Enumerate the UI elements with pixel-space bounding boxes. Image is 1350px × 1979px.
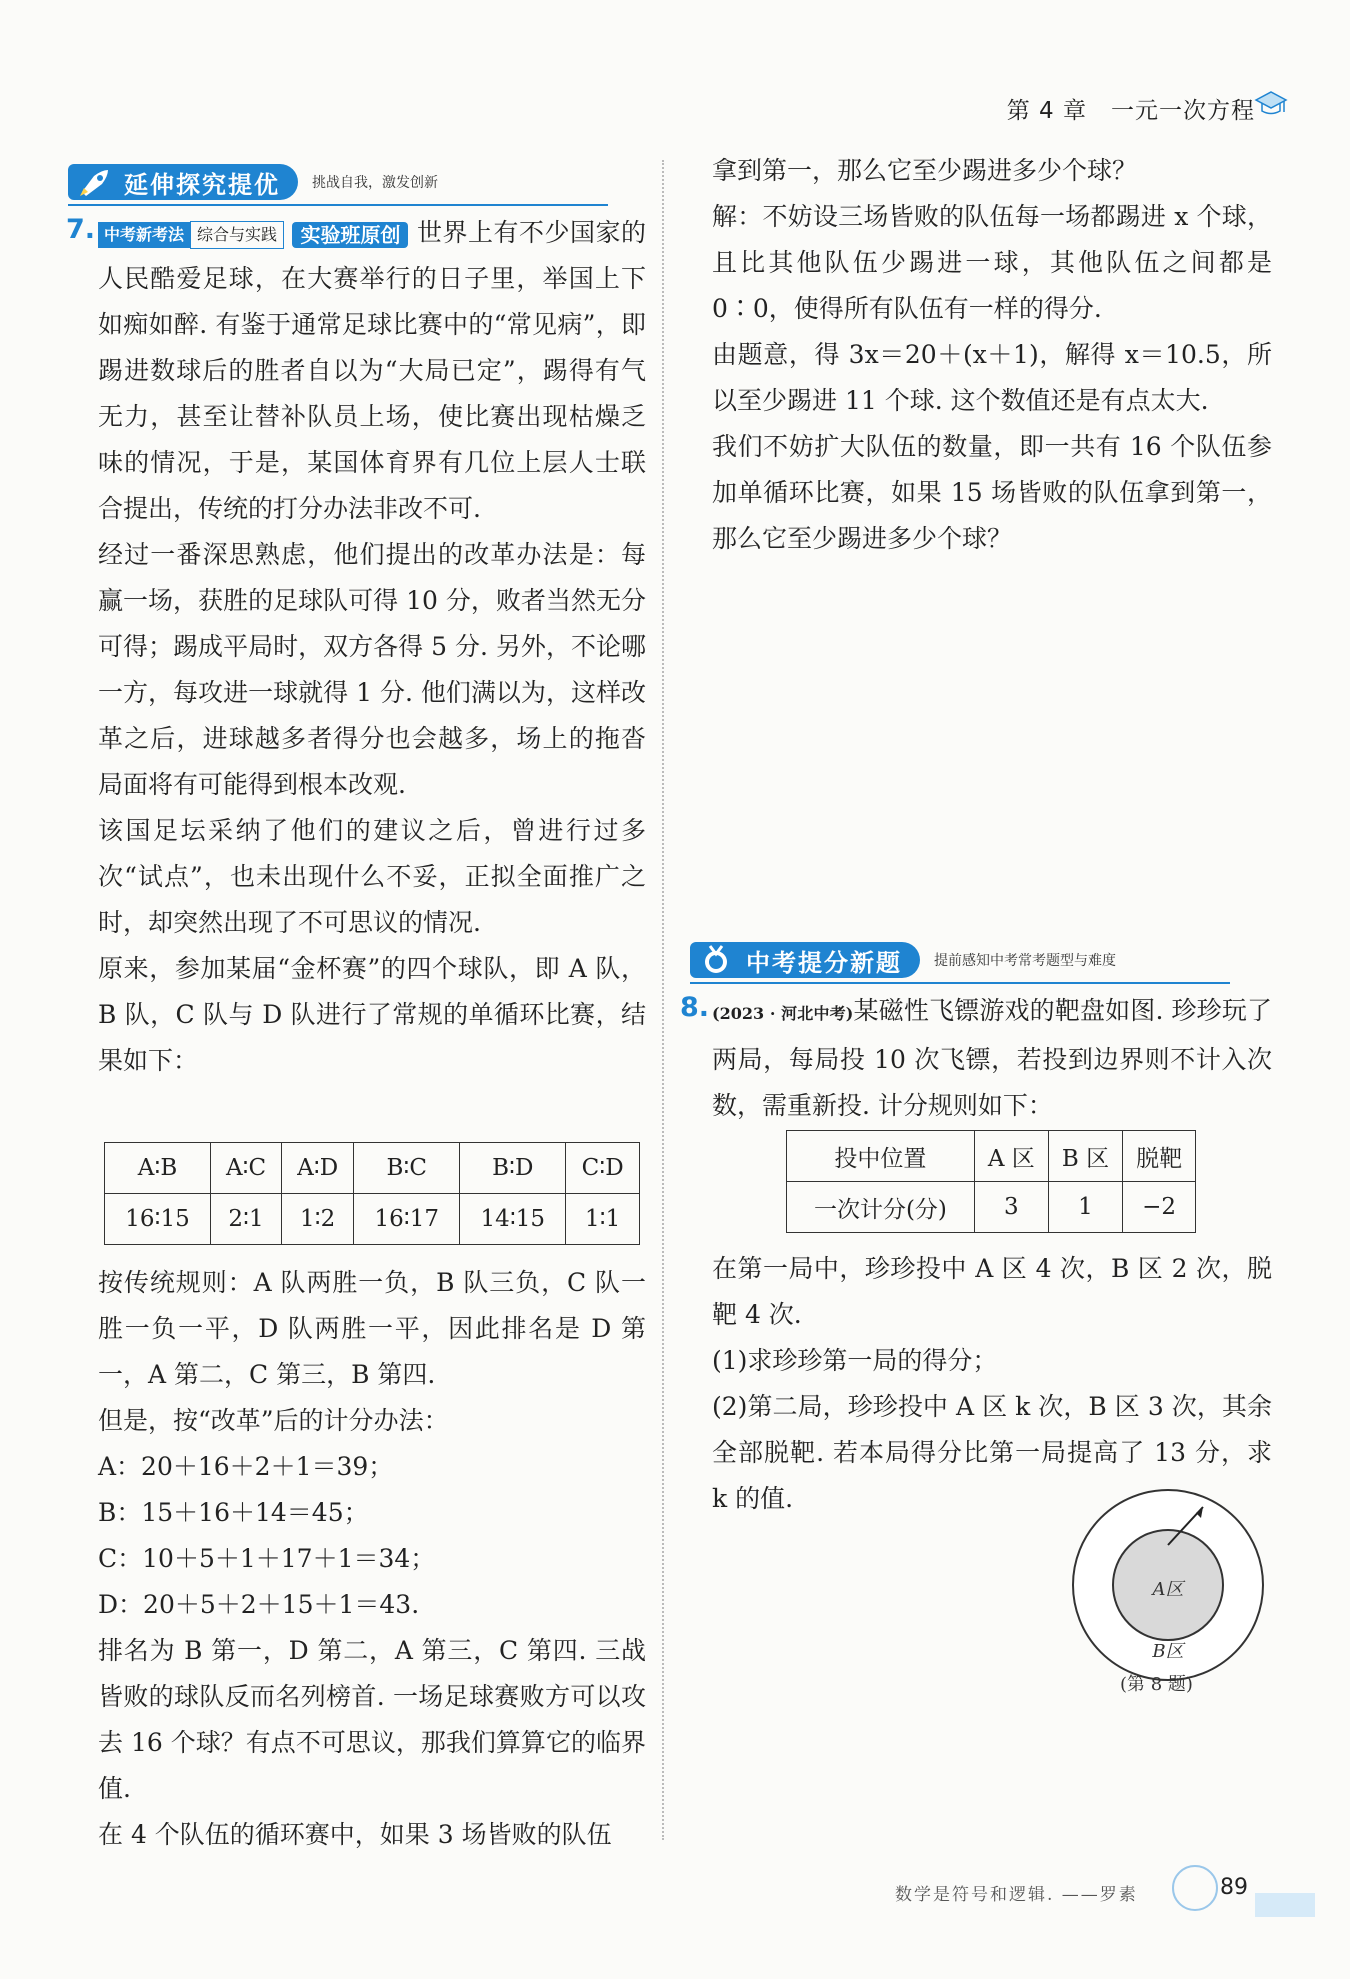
table-cell: B∶D: [460, 1143, 566, 1194]
table-cell: 投中位置: [787, 1131, 975, 1182]
figure-caption: (第 8 题): [1120, 1674, 1193, 1695]
tag-original: 实验班原创: [292, 222, 408, 248]
table-row: [105, 1194, 640, 1245]
banner-subtitle: 挑战自我，激发创新: [312, 175, 438, 191]
question-source: (2023 · 河北中考): [712, 1004, 854, 1023]
table-cell: B∶C: [354, 1143, 460, 1194]
table-cell: 1∶1: [566, 1194, 640, 1245]
question-number: 7.: [66, 214, 96, 245]
rocket-icon: [74, 166, 114, 198]
q7-score-d: D：20＋5＋2＋15＋1＝43.: [98, 1590, 420, 1619]
q7-text: 我们不妨扩大队伍的数量，即一共有 16 个队伍参加单循环比赛，如果 15 场皆败的队伍拿到第一，那么它至少踢进多少个球？: [712, 432, 1272, 553]
q7-score-b: B：15＋16＋14＝45；: [98, 1498, 369, 1527]
table-cell: 2∶1: [211, 1194, 282, 1245]
table-cell: 3: [974, 1182, 1048, 1233]
chapter-title: 第 4 章 一元一次方程: [1006, 98, 1255, 124]
table-cell: C∶D: [566, 1143, 640, 1194]
banner-underline: [68, 204, 608, 206]
table-cell: B 区: [1048, 1131, 1122, 1182]
table-row: [105, 1143, 640, 1194]
banner-title: 中考提分新题: [746, 948, 902, 977]
banner-underline: [690, 982, 1230, 984]
question-number: 8.: [680, 992, 710, 1023]
q7-solution: 由题意，得 3x＝20＋(x＋1)，解得 x＝10.5，所以至少踢进 11 个球. 这个数值还是有点太大.: [712, 340, 1272, 415]
q8-text: 在第一局中，珍珍投中 A 区 4 次，B 区 2 次，脱靶 4 次.: [712, 1254, 1272, 1329]
q7-score-a: A：20＋16＋2＋1＝39；: [98, 1452, 394, 1481]
q7-text: 拿到第一，那么它至少踢进多少个球？: [712, 156, 1138, 185]
medal-icon: [696, 944, 736, 976]
section-banner-exam: [690, 940, 1116, 980]
banner-subtitle: 提前感知中考常考题型与难度: [934, 953, 1116, 969]
table-cell: A 区: [974, 1131, 1048, 1182]
q7-paragraph: 原来，参加某届“金杯赛”的四个球队，即 A 队，B 队，C 队与 D 队进行了常规的单循环比赛，结果如下：: [98, 954, 646, 1075]
table-cell: A∶D: [282, 1143, 354, 1194]
q7-text: 排名为 B 第一，D 第二，A 第三，C 第四. 三战皆败的球队反而名列榜首. 一场足球赛败方可以攻去 16 个球？有点不可思议，那我们算算它的临界值.: [98, 1636, 646, 1803]
q7-paragraph: 经过一番深思熟虑，他们提出的改革办法是：每赢一场，获胜的足球队可得 10 分，败者当然无分可得；踢成平局时，双方各得 5 分. 另外，不论哪一方，每攻进一球就得 1 分. 他们满以为，这样改革之后，进球越多者得分也会越多，场上的拖沓局面将有可能得到根本改观.: [98, 540, 646, 799]
footer-quote: 数学是符号和逻辑. ——罗素: [895, 1885, 1138, 1905]
table-row: [787, 1131, 1196, 1182]
q8-intro: [712, 988, 1272, 1129]
table-cell: 脱靶: [1123, 1131, 1196, 1182]
page-number: 89: [1220, 1875, 1248, 1900]
q7-text: 在 4 个队伍的循环赛中，如果 3 场皆败的队伍: [98, 1820, 612, 1849]
match-results-table: [104, 1142, 640, 1245]
q7-right-column: [712, 148, 1272, 562]
table-cell: 14∶15: [460, 1194, 566, 1245]
column-divider: [662, 160, 664, 1840]
graduation-cap-icon: [1254, 88, 1288, 118]
q7-paragraph: 该国足坛采纳了他们的建议之后，曾进行过多次“试点”，也未出现什么不妥，正拟全面推广之时，却突然出现了不可思议的情况.: [98, 816, 646, 937]
scoring-table: [786, 1130, 1196, 1233]
table-cell: 1∶2: [282, 1194, 354, 1245]
table-cell: 16∶15: [105, 1194, 211, 1245]
q7-text: 按传统规则：A 队两胜一负，B 队三负，C 队一胜一负一平，D 队两胜一平，因此排名是 D 第一，A 第二，C 第三，B 第四.: [98, 1268, 646, 1389]
section-banner-extension: [68, 162, 438, 202]
table-cell: 1: [1048, 1182, 1122, 1233]
q8-text: 某磁性飞镖游戏的靶盘如图. 珍珍玩了两局，每局投 10 次飞镖，若投到边界则不计入次数，需重新投. 计分规则如下：: [712, 996, 1272, 1120]
q7-left-continued: [98, 1260, 646, 1858]
table-row: [787, 1182, 1196, 1233]
banner-title: 延伸探究提优: [124, 170, 280, 199]
table-cell: A∶B: [105, 1143, 211, 1194]
page-bar: [1255, 1893, 1315, 1917]
q7-text: 但是，按“改革”后的计分办法：: [98, 1406, 449, 1435]
table-cell: 16∶17: [354, 1194, 460, 1245]
q8-part-2: (2)第二局，珍珍投中 A 区 k 次，B 区 3 次，其余全部脱靶. 若本局得分比第一局提高了 13 分，求 k 的值.: [712, 1392, 1272, 1513]
q7-score-c: C：10＋5＋1＋17＋1＝34；: [98, 1544, 436, 1573]
zone-b-label: B区: [1152, 1641, 1184, 1662]
q7-solution: 解：不妨设三场皆败的队伍每一场都踢进 x 个球，且比其他队伍少踢进一球，其他队伍之间都是 0∶0，使得所有队伍有一样的得分.: [712, 202, 1272, 323]
tag-new-method: 中考新考法: [98, 222, 190, 248]
q8-part-1: (1)求珍珍第一局的得分；: [712, 1346, 998, 1375]
tag-practice: 综合与实践: [190, 221, 284, 249]
q7-paragraph: 世界上有不少国家的人民酷爱足球，在大赛举行的日子里，举国上下如痴如醉. 有鉴于通常足球比赛中的“常见病”，即踢进数球后的胜者自以为“大局已定”，踢得有气无力，甚至让替补队员上场，使比赛出现枯燥乏味的情况，于是，某国体育界有几位上层人士联合提出，传统的打分办法非改不可.: [98, 218, 646, 523]
table-cell: 一次计分(分): [787, 1182, 975, 1233]
table-cell: A∶C: [211, 1143, 282, 1194]
q8-body: [712, 1246, 1272, 1522]
zone-a-label: A区: [1152, 1579, 1184, 1600]
q7-left-column: [98, 210, 646, 1084]
table-cell: −2: [1123, 1182, 1196, 1233]
page-ornament-icon: [1172, 1865, 1218, 1911]
